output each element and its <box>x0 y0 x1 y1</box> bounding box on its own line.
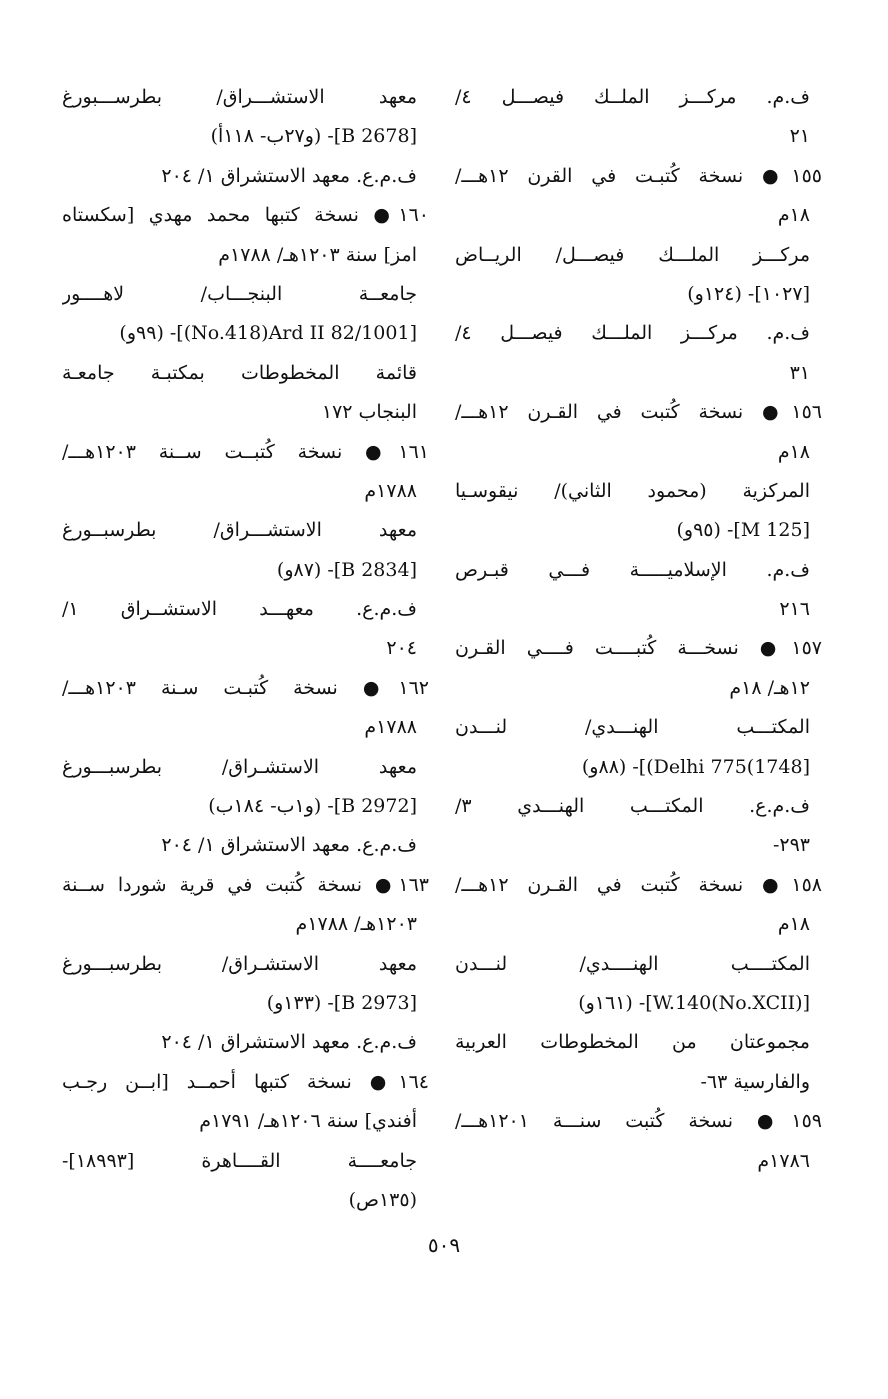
text-line: [W.140(No.XCII)]- (١٦١و) <box>578 991 810 1014</box>
text-line: ١٧٨٨م <box>364 479 417 502</box>
text-line: ١٦٢● نسخة كُتبـت سـنة ١٢٠٣هـــ/ <box>62 676 429 699</box>
text-line: والفارسية ٦٣- <box>700 1070 810 1093</box>
text-line: ١٥٨● نسخة كُتبت في القـرن ١٢هـــ/ <box>455 873 822 896</box>
text-line: ٣١ <box>789 361 810 384</box>
text-line: ١٥٦● نسخة كُتبت في القـرن ١٢هـــ/ <box>455 401 822 424</box>
text-line: ٢٠٤ <box>386 637 417 660</box>
text-line: امز] سنة ١٢٠٣هـ/ ١٧٨٨م <box>218 243 417 266</box>
text-line: ١٥٩● نسخة كُتبت سنـــة ١٢٠١هـــ/ <box>455 1110 822 1133</box>
text-line: ف.م.ع. معهد الاستشراق ١/ ٢٠٤ <box>161 1031 417 1054</box>
text-line: ٢٩٣- <box>772 834 810 857</box>
text-line: ١٨م <box>777 913 810 936</box>
text-line: ١٢٠٣هـ/ ١٧٨٨م <box>295 913 417 936</box>
text-line: ١٥٧● نسخـــة كُتبــــت فــــي القـرن <box>455 637 822 660</box>
text-line: [B 2834]- (٨٧و) <box>276 558 417 581</box>
text-line: [1748)Delhi 775)]- (٨٨و) <box>581 755 810 778</box>
text-line: المكتـــب الهنـــدي/ لنـــدن <box>455 716 810 739</box>
text-line: جامعــــة القــــاهرة [١٨٩٩٣]- <box>62 1149 417 1172</box>
text-line: ف.م.ع. معهـــد الاستشــراق ١/ <box>62 598 417 621</box>
text-line: ف.م.ع. المكتـــب الهنـــدي ٣/ <box>455 795 810 818</box>
text-line: ١٦٣● نسخة كُتبت في قرية شوردا ســنة <box>62 873 429 896</box>
right-column <box>455 78 822 1181</box>
text-line: ١٨م <box>777 440 810 463</box>
text-line: المكتــــب الهنــــدي/ لنـــدن <box>455 952 810 975</box>
text-line: مجموعتان من المخطوطات العربية <box>455 1031 810 1054</box>
text-line: ١٦٠● نسخة كتبها محمد مهدي [سكستاه <box>62 204 429 227</box>
text-line: (١٣٥ص) <box>348 1188 417 1211</box>
left-column <box>62 78 429 1220</box>
text-line: ف.م. مركـــز الملـــك فيصـــل ٤/ <box>455 322 810 345</box>
text-line: مركـــز الملـــك فيصـــل/ الريــاض <box>455 243 810 266</box>
text-line: ٢١٦ <box>779 598 810 621</box>
text-line: معهد الاستشـراق/ بطرسبـــورغ <box>62 755 417 778</box>
text-line: معهد الاستشـراق/ بطرسبـــورغ <box>62 952 417 975</box>
text-line: معهد الاستشـــراق/ بطرســـبورغ <box>62 86 417 108</box>
text-line: جامعــة البنجـــاب/ لاهــــور <box>62 282 417 305</box>
text-line: ١٧٨٦م <box>757 1149 810 1172</box>
text-line: ١٦١● نسخة كُتبــت ســنة ١٢٠٣هـــ/ <box>62 440 429 463</box>
text-line: [No.418)Ard II 82/1001)]- (٩٩و) <box>119 322 417 345</box>
text-line: ١٢هـ/ ١٨م <box>729 676 810 699</box>
text-line: ١٦٤● نسخة كتبها أحمــد [ابــن رجـب <box>62 1070 429 1093</box>
text-line: أفندي] سنة ١٢٠٦هـ/ ١٧٩١م <box>199 1110 417 1133</box>
text-line: [B 2972]- (و١ب- ١٨٤ب) <box>208 795 417 818</box>
text-line: ف.م. الإسلاميـــــة فـــي قبـرص <box>455 558 810 581</box>
text-line: ف.م. مركـــز الملــك فيصـــل ٤/ <box>455 86 810 108</box>
text-line: [B 2973]- (١٣٣و) <box>266 991 417 1014</box>
text-line: ف.م.ع. معهد الاستشراق ١/ ٢٠٤ <box>161 834 417 857</box>
text-line: معهد الاستشـــراق/ بطرسبــورغ <box>62 519 417 542</box>
text-line: ٢١ <box>789 125 810 148</box>
text-line: [١٠٢٧]- (١٢٤و) <box>687 282 810 305</box>
text-line: ف.م.ع. معهد الاستشراق ١/ ٢٠٤ <box>161 164 417 187</box>
text-line: [B 2678]- (و٢٧ب- ١١٨أ) <box>210 125 417 148</box>
page-number: ٥٠٩ <box>427 1233 461 1257</box>
text-line: [M 125]- (٩٥و) <box>676 519 810 542</box>
text-line: ١٥٥● نسخة كُتبـت في القرن ١٢هـــ/ <box>455 164 822 187</box>
text-line: ١٧٨٨م <box>364 716 417 739</box>
text-line: البنجاب ١٧٢ <box>321 401 417 424</box>
text-line: قائمة المخطوطات بمكتبـة جامعـة <box>62 361 417 384</box>
text-line: ١٨م <box>777 204 810 227</box>
text-line: المركزية (محمود الثاني)/ نيقوسـيا <box>455 479 810 502</box>
